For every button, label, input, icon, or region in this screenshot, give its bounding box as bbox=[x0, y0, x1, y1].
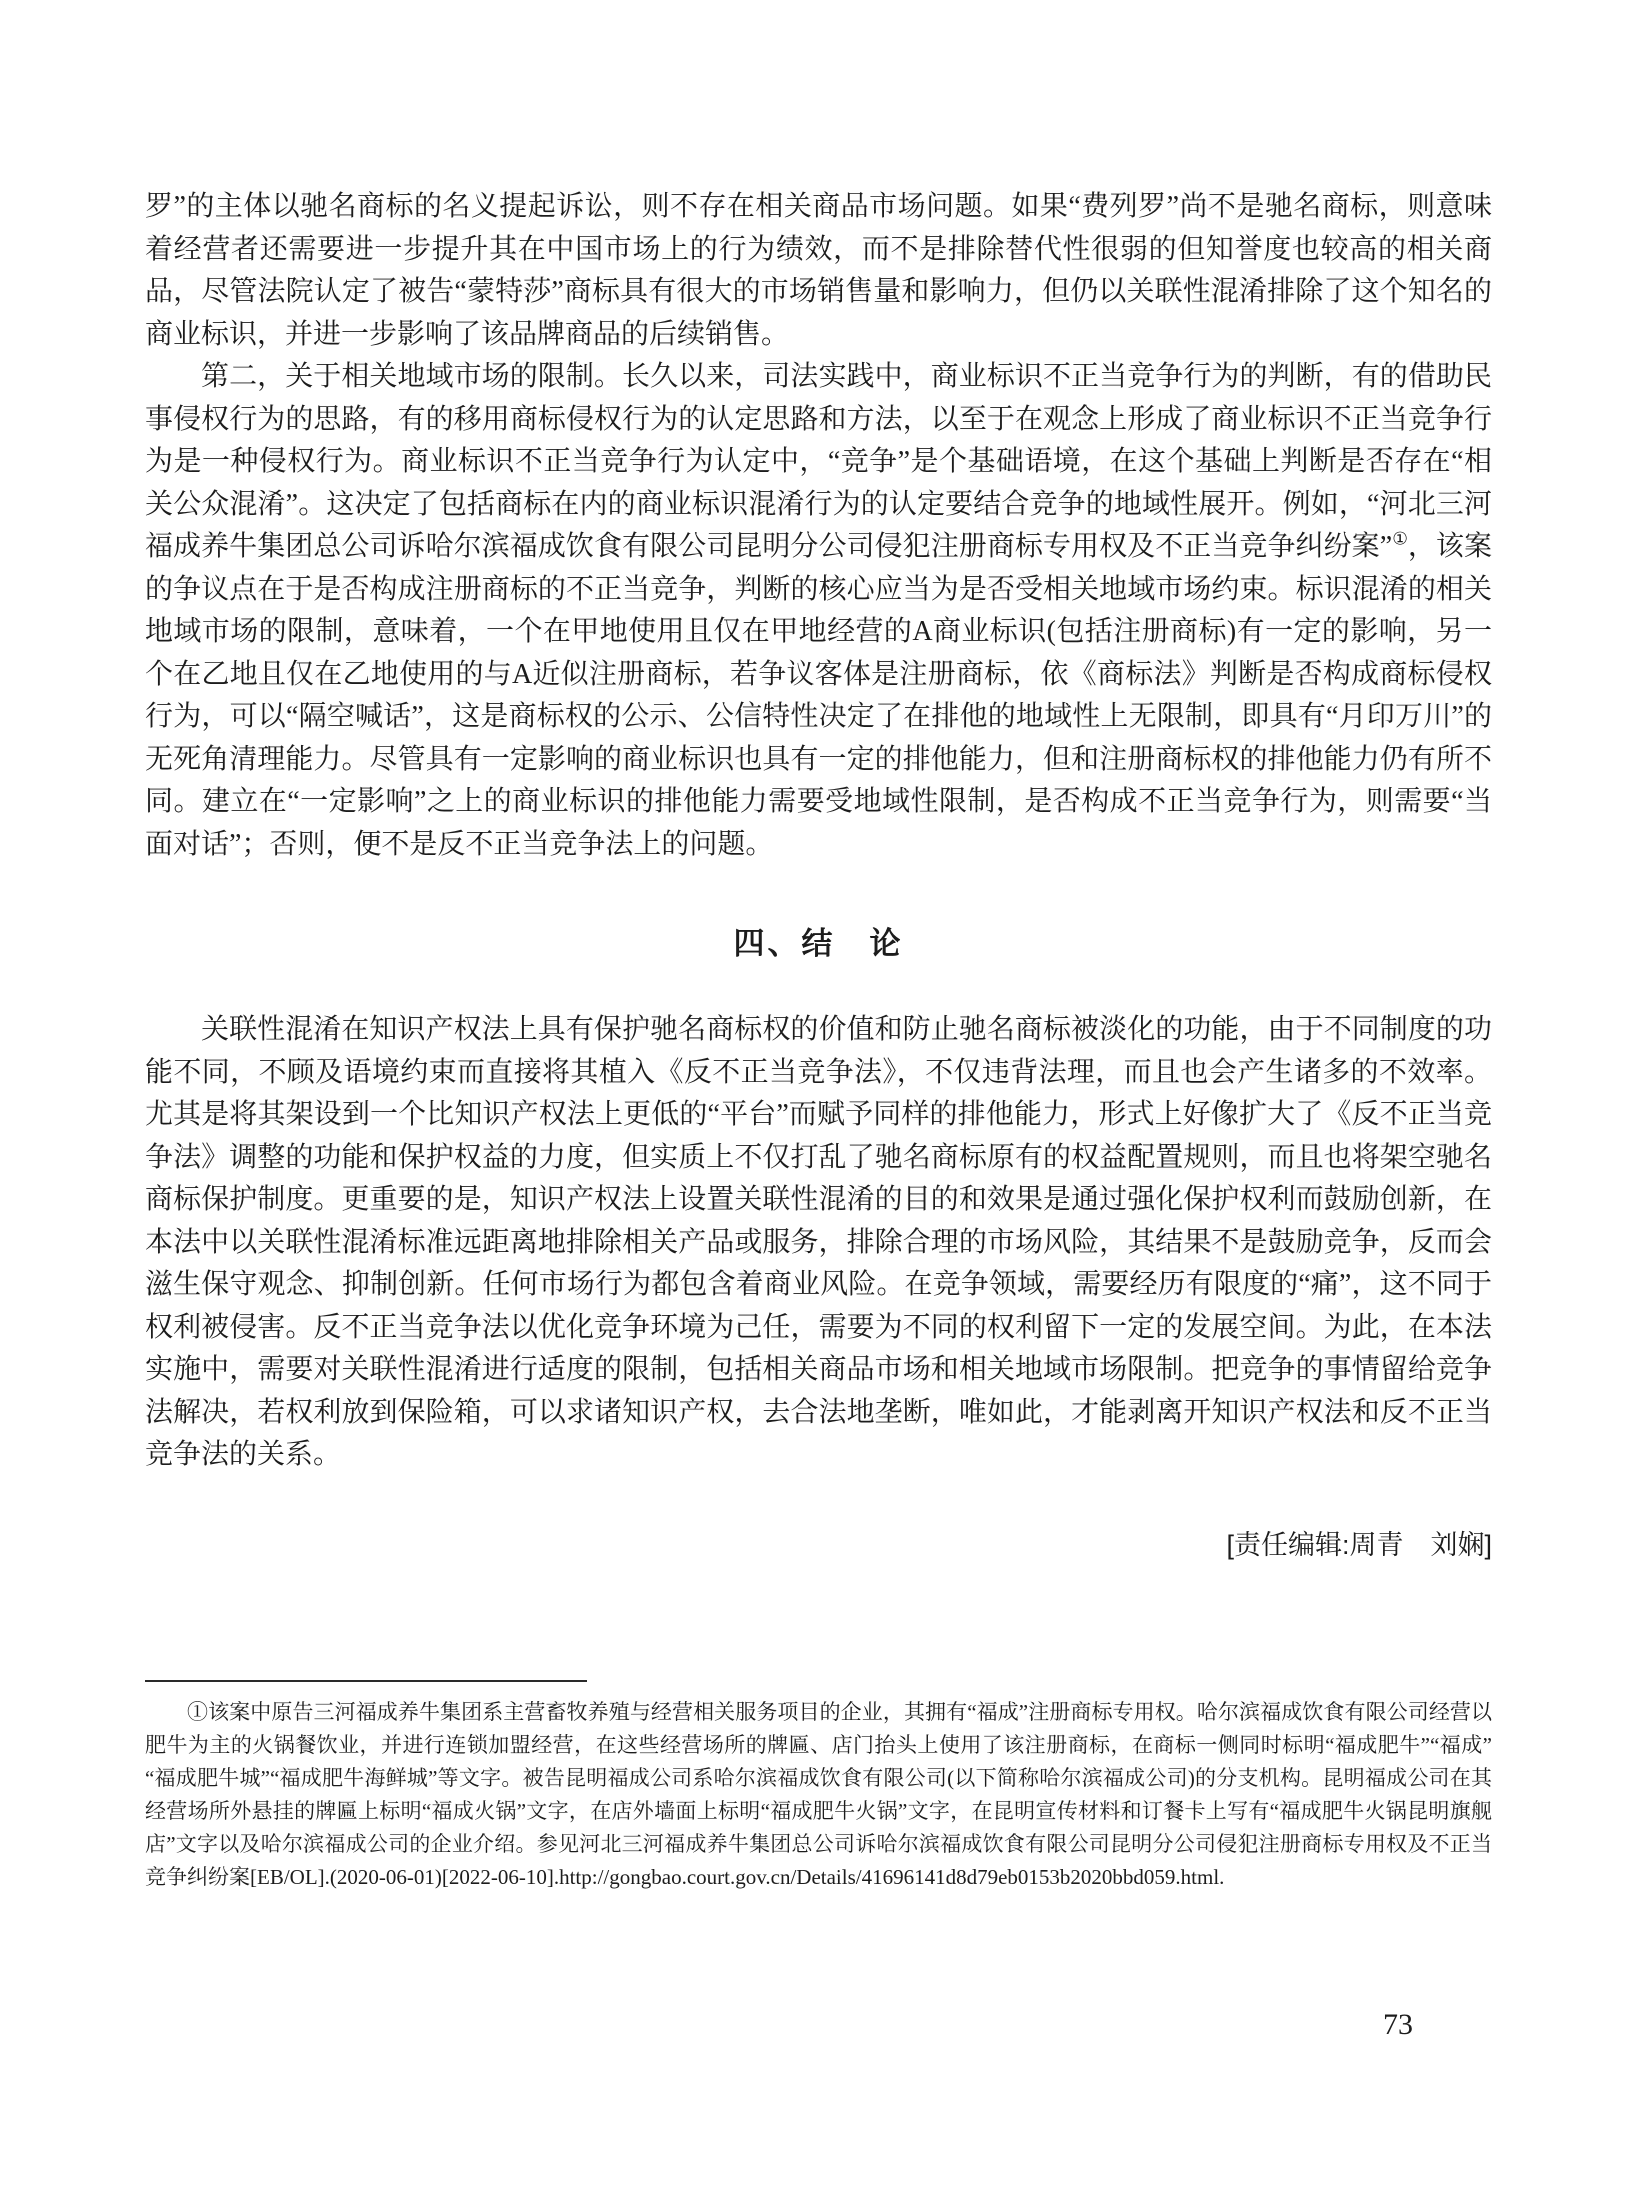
footnote-marker: ① bbox=[187, 1699, 209, 1724]
footnote-divider bbox=[145, 1680, 587, 1682]
editor-note: [责任编辑:周青 刘娴] bbox=[1226, 1529, 1492, 1560]
page-number: 73 bbox=[1383, 2008, 1413, 2041]
footnote-text bbox=[145, 1696, 1492, 1894]
paragraph-continuation: 罗”的主体以驰名商标的名义提起诉讼，则不存在相关商品市场问题。如果“费列罗”尚不是驰名商标，则意味着经营者还需要进一步提升其在中国市场上的行为绩效，而不是排除替代性很弱的但知誉度也较高的相关商品，尽管法院认定了被告“蒙特莎”商标具有很大的市场销售量和影响力，但仍以关联性混淆排除了这个知名的商业标识，并进一步影响了该品牌商品的后续销售。 bbox=[145, 191, 1492, 350]
paragraph-text-segment: ，该案的争议点在于是否构成注册商标的不正当竞争，判断的核心应当为是否受相关地域市场约束。标识混淆的相关地域市场的限制，意味着，一个在甲地使用且仅在甲地经营的A商业标识(包括注册商标)有一定的影响，另一个在乙地且仅在乙地使用的与A近似注册商标，若争议客体是注册商标，依《商标法》判断是否构成商标侵权行为，可以“隔空喊话”，这是商标权的公示、公信特性决定了在排他的地域性上无限制，即具有“月印万川”的无死角清理能力。尽管具有一定影响的商业标识也具有一定的排他能力，但和注册商标权的排他能力仍有所不同。建立在“一定影响”之上的商业标识的排他能力需要受地域性限制，是否构成不正当竞争行为，则需要“当面对话”；否则，便不是反不正当竞争法上的问题。 bbox=[145, 531, 1492, 860]
footnote-body: 该案中原告三河福成养牛集团系主营畜牧养殖与经营相关服务项目的企业，其拥有“福成”注册商标专用权。哈尔滨福成饮食有限公司经营以肥牛为主的火锅餐饮业，并进行连锁加盟经营，在这些经营场所的牌匾、店门抬头上使用了该注册商标，在商标一侧同时标明“福成肥牛”“福成”“福成肥牛城”“福成肥牛海鲜城”等文字。被告昆明福成公司系哈尔滨福成饮食有限公司(以下简称哈尔滨福成公司)的分支机构。昆明福成公司在其经营场所外悬挂的牌匾上标明“福成火锅”文字，在店外墙面上标明“福成肥牛火锅”文字，在昆明宣传材料和订餐卡上写有“福成肥牛火锅昆明旗舰店”文字以及哈尔滨福成公司的企业介绍。参见河北三河福成养牛集团总公司诉哈尔滨福成饮食有限公司昆明分公司侵犯注册商标专用权及不正当竞争纠纷案[EB/OL].(2020-06-01)[2022-06-10].http://gongbao.court.gov.cn/Details/41696141d8d79eb0153b2020bbd059.html. bbox=[145, 1699, 1493, 1889]
footnote-reference-mark: ① bbox=[1392, 529, 1408, 549]
paragraph-text-segment: 第二，关于相关地域市场的限制。长久以来，司法实践中，商业标识不正当竞争行为的判断，有的借助民事侵权行为的思路，有的移用商标侵权行为的认定思路和方法，以至于在观念上形成了商业标识不正当竞争行为是一种侵权行为。商业标识不正当竞争行为认定中，“竞争”是个基础语境，在这个基础上判断是否存在“相关公众混淆”。这决定了包括商标在内的商业标识混淆行为的认定要结合竞争的地域性展开。例如，“河北三河福成养牛集团总公司诉哈尔滨福成饮食有限公司昆明分公司侵犯注册商标专用权及不正当竞争纠纷案” bbox=[145, 361, 1492, 562]
paragraph-conclusion: 关联性混淆在知识产权法上具有保护驰名商标权的价值和防止驰名商标被淡化的功能，由于不同制度的功能不同，不顾及语境约束而直接将其植入《反不正当竞争法》，不仅违背法理，而且也会产生诸多的不效率。尤其是将其架设到一个比知识产权法上更低的“平台”而赋予同样的排他能力，形式上好像扩大了《反不正当竞争法》调整的功能和保护权益的力度，但实质上不仅打乱了驰名商标原有的权益配置规则，而且也将架空驰名商标保护制度。更重要的是，知识产权法上设置关联性混淆的目的和效果是通过强化保护权利而鼓励创新，在本法中以关联性混淆标准远距离地排除相关产品或服务，排除合理的市场风险，其结果不是鼓励竞争，反而会滋生保守观念、抑制创新。任何市场行为都包含着商业风险。在竞争领域，需要经历有限度的“痛”，这不同于权利被侵害。反不正当竞争法以优化竞争环境为己任，需要为不同的权利留下一定的发展空间。为此，在本法实施中，需要对关联性混淆进行适度的限制，包括相关商品市场和相关地域市场限制。把竞争的事情留给竞争法解决，若权利放到保险箱，可以求诸知识产权，去合法地垄断，唯如此，才能剥离开知识产权法和反不正当竞争法的关系。 bbox=[145, 1014, 1492, 1470]
text-column bbox=[145, 186, 1492, 1894]
paragraph-second-point bbox=[145, 356, 1492, 866]
section-heading-conclusion: 四、结 论 bbox=[733, 926, 904, 961]
